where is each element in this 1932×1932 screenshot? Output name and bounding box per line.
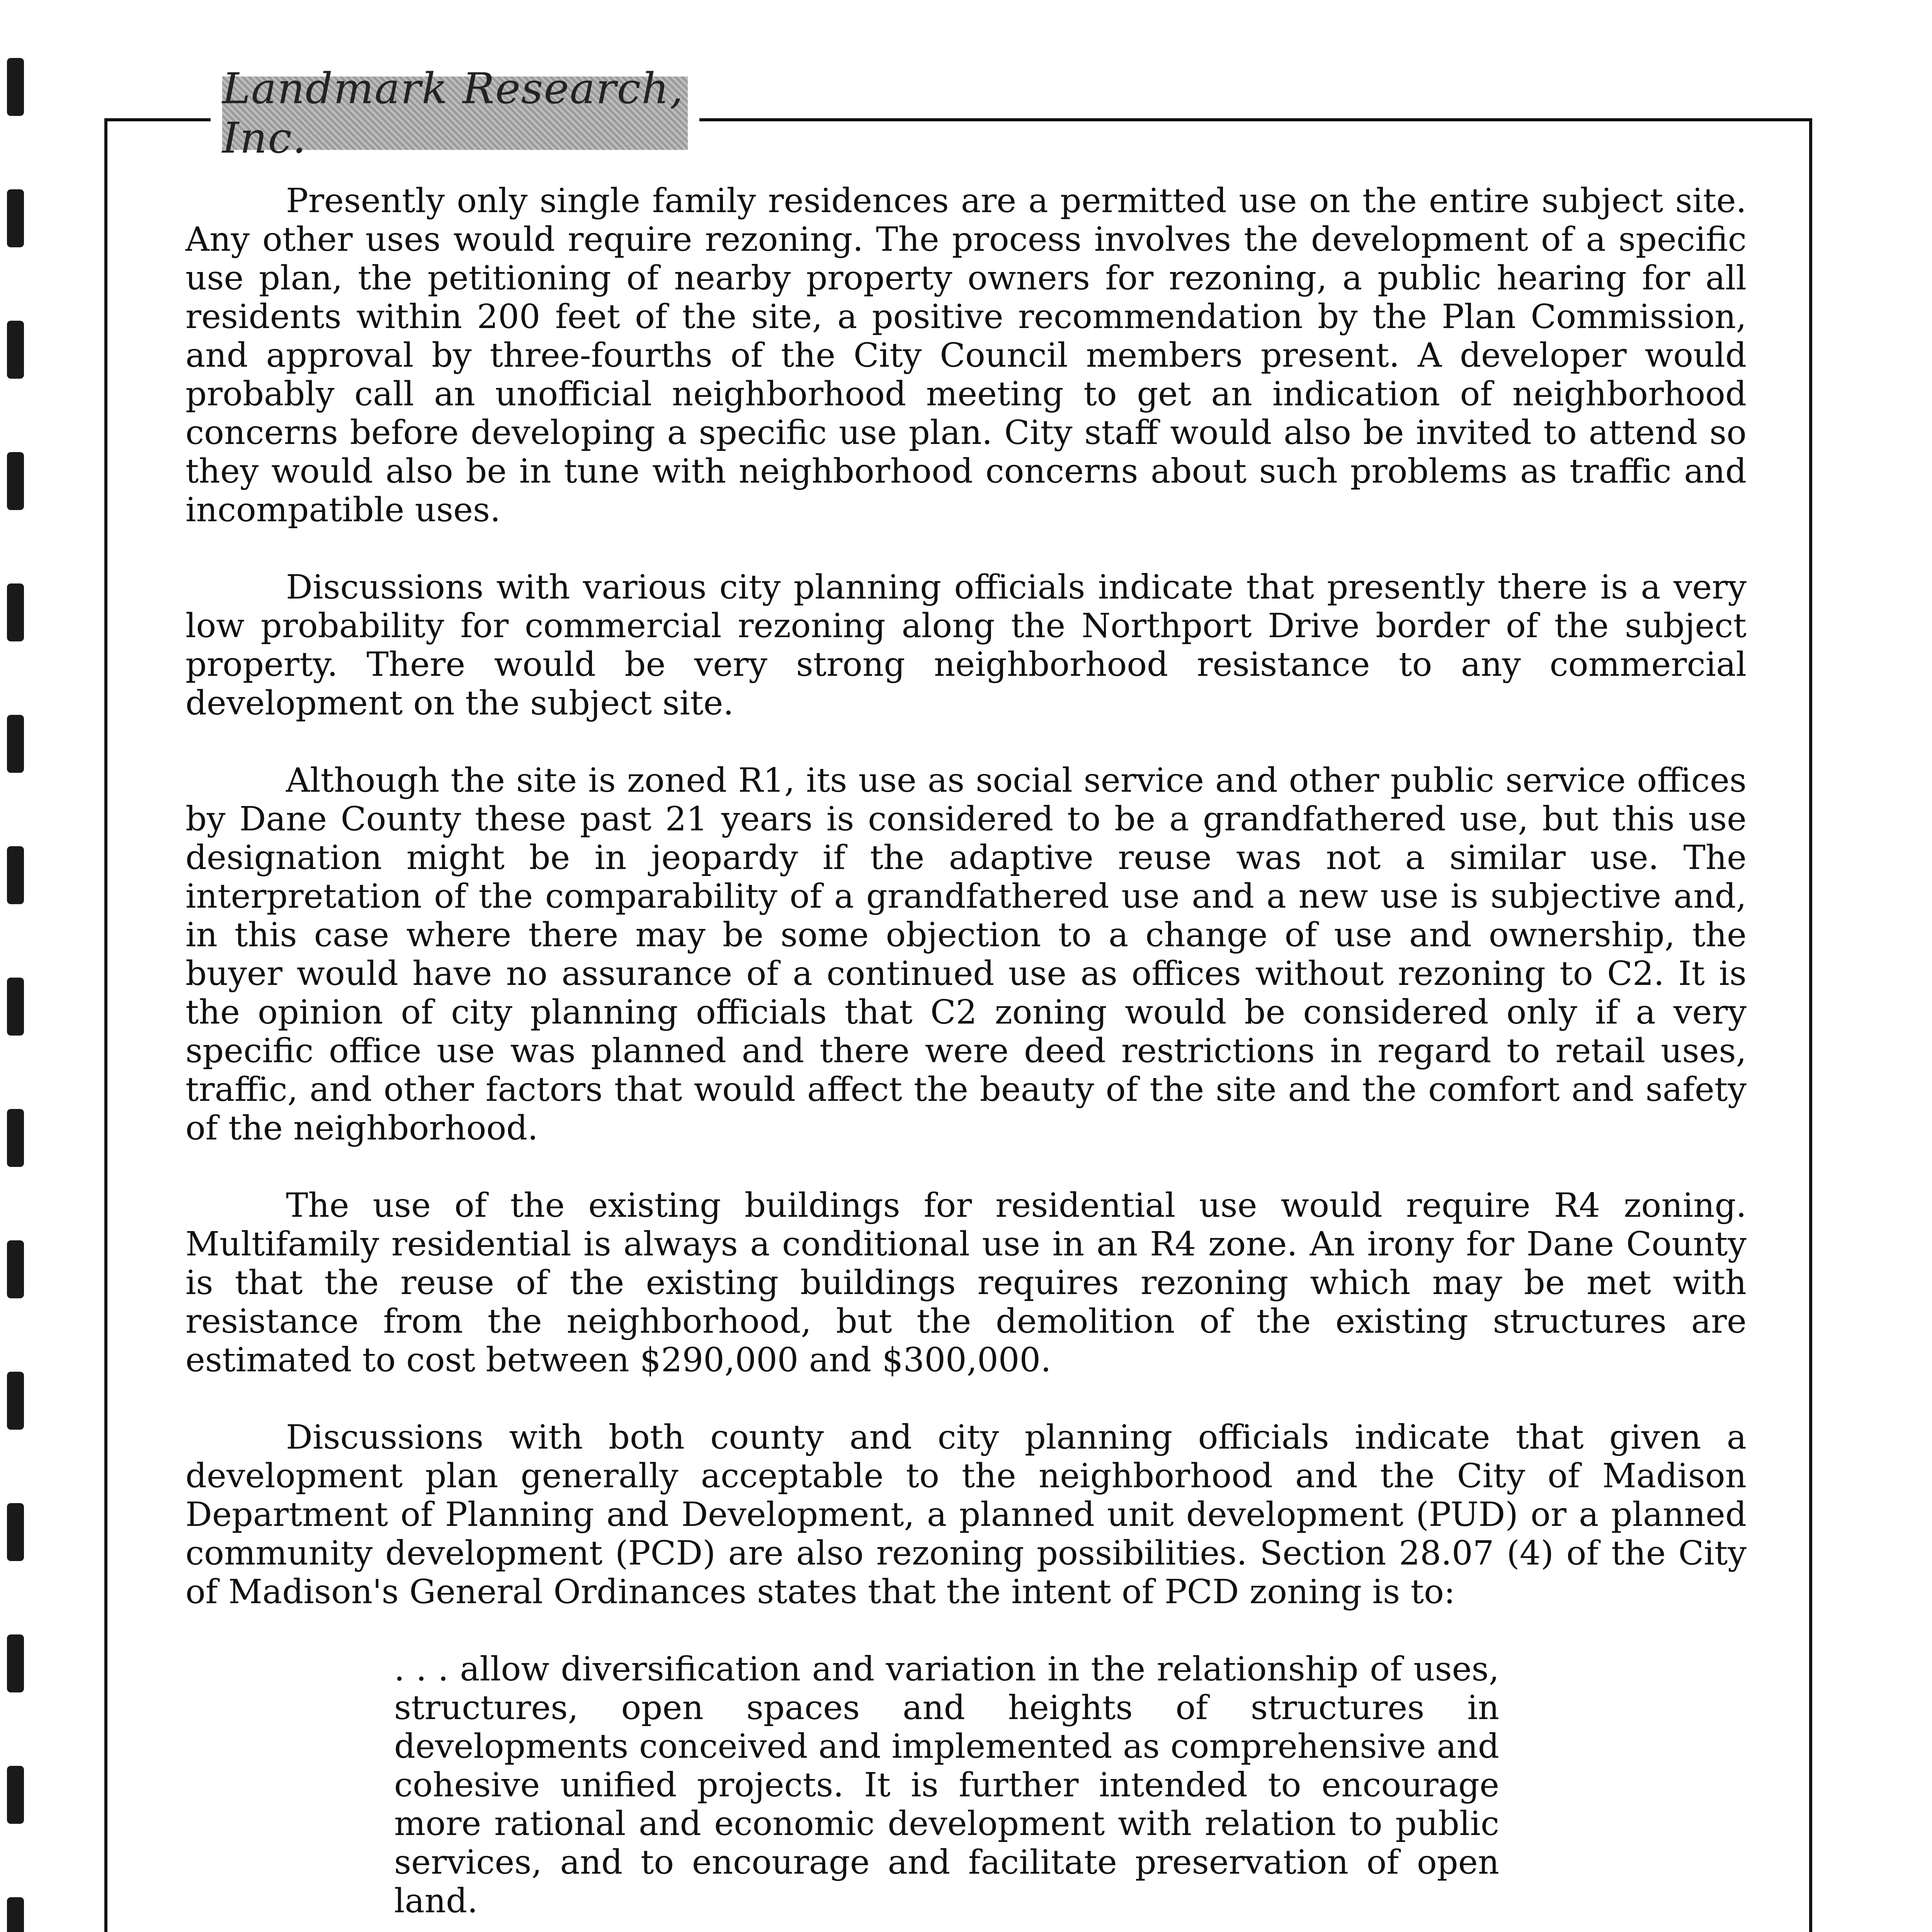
binding-hole xyxy=(7,321,24,379)
binding-hole xyxy=(7,1109,24,1167)
binding-hole xyxy=(7,846,24,904)
binding-hole xyxy=(7,1503,24,1561)
binding-hole xyxy=(7,1240,24,1298)
paragraph: Although the site is zoned R1, its use as social service and other public service offices by Dane County these past 21 years is considered to be a grandfathered use, but this use designation might be in jeopardy if the adaptive reuse was not a similar use. The interpretation of the comparability of a grandfathered use and a new use is subjective and, in this case where there may be some objection to a change of use and ownership, the buyer would have no assurance of a continued use as offices without rezoning to C2. It is the opinion of city planning officials that C2 zoning would be considered only if a very specific office use was planned and there were deed restrictions in regard to retail uses, traffic, and other factors that would affect the beauty of the site and the comfort and safety of the neighborhood. xyxy=(185,761,1747,1148)
paragraph: The use of the existing buildings for residential use would require R4 zoning. Multifamily residential is always a conditional use in an R4 zone. An irony for Dane County is that the reuse of the existing buildings requires rezoning which may be met with resistance from the neighborhood, but the demolition of the existing structures are estimated to cost between $290,000 and $300,000. xyxy=(185,1186,1747,1379)
binding-hole xyxy=(7,1634,24,1692)
binding-hole xyxy=(7,1897,24,1932)
paragraph: Presently only single family residences are a permitted use on the entire subject site. Any other uses would require rezoning. The process involves the development of a specific use plan, the petitioning of nearby property owners for rezoning, a public hearing for all residents within 200 feet of the site, a positive recommendation by the Plan Commission, and approval by three-fourths of the City Council members present. A developer would probably call an unofficial neighborhood meeting to get an indication of neighborhood concerns before developing a specific use plan. City staff would also be invited to attend so they would also be in tune with neighborhood concerns about such problems as traffic and incompatible uses. xyxy=(185,182,1747,529)
binding-hole xyxy=(7,715,24,773)
binding-hole xyxy=(7,189,24,247)
binding-hole xyxy=(7,1372,24,1430)
binding-hole xyxy=(7,978,24,1036)
binding-hole xyxy=(7,58,24,116)
paragraph: Discussions with both county and city planning officials indicate that given a development plan generally acceptable to the neighborhood and the City of Madison Department of Planning and Development, a planned unit development (PUD) or a planned community development (PCD) are also rezoning possibilities. Section 28.07 (4) of the City of Madison's General Ordinances states that the intent of PCD zoning is to: xyxy=(185,1418,1747,1611)
block-quote: . . . allow diversification and variation in the relationship of uses, structures, open spaces and heights of structures in developments conceived and implemented as comprehensive and cohesive unified projects. It is further intended to encourage more rational and economic development with relation to public services, and to encourage and facilitate preservation of open land. xyxy=(394,1650,1499,1920)
logo-text: Landmark Research, Inc. xyxy=(222,77,688,150)
document-body xyxy=(185,182,1747,1932)
binding-hole xyxy=(7,1766,24,1824)
header-logo xyxy=(211,64,699,163)
binding-hole xyxy=(7,452,24,510)
binding-hole xyxy=(7,583,24,641)
binding-holes xyxy=(4,0,31,1932)
paragraph: Discussions with various city planning officials indicate that presently there is a very low probability for commercial rezoning along the Northport Drive border of the subject property. There would be very strong neighborhood resistance to any commercial development on the subject site. xyxy=(185,568,1747,723)
